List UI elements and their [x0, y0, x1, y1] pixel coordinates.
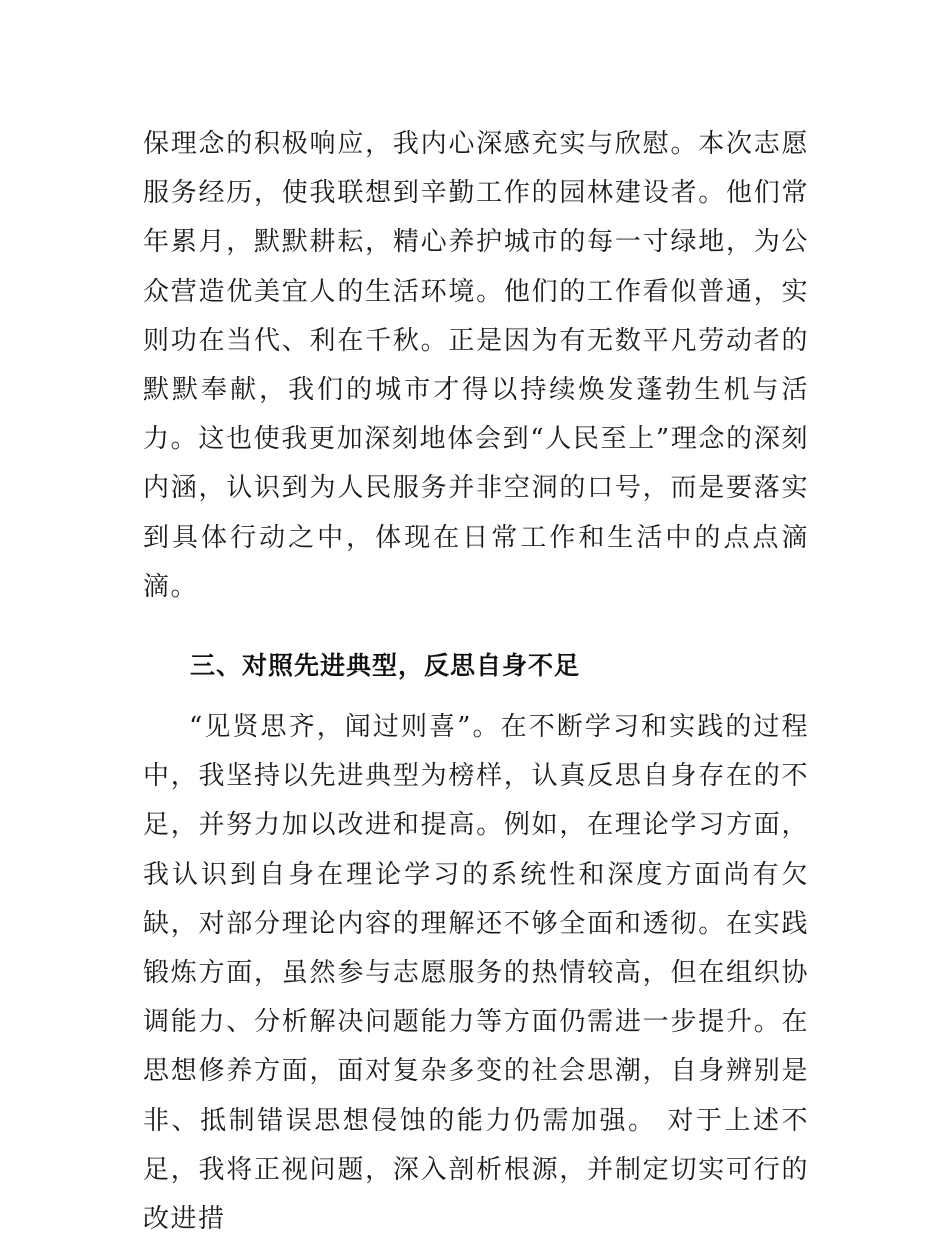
paragraph-reflection: “见贤思齐，闻过则喜”。在不断学习和实践的过程中，我坚持以先进典型为榜样，认真反思自身存在的不足，并努力加以改进和提高。例如，在理论学习方面，我认识到自身在理论学习的系统性和深度方面尚有欠缺，对部分理论内容的理解还不够全面和透彻。在实践锻炼方面，虽然参与志愿服务的热情较高，但在组织协调能力、分析解决问题能力等方面仍需进一步提升。在思想修养方面，面对复杂多变的社会思潮，自身辨别是非、抵制错误思想侵蚀的能力仍需加强。 对于上述不足，我将正视问题，深入剖析根源，并制定切实可行的改进措 [143, 712, 809, 1235]
paragraph-continued: 保理念的积极响应，我内心深感充实与欣慰。本次志愿服务经历，使我联想到辛勤工作的园林建设者。他们常年累月，默默耕耘，精心养护城市的每一寸绿地，为公众营造优美宜人的生活环境。他们的工作看似普通，实则功在当代、利在千秋。正是因为有无数平凡劳动者的默默奉献，我们的城市才得以持续焕发蓬勃生机与活力。这也使我更加深刻地体会到“人民至上”理念的深刻内涵，认识到为人民服务并非空洞的口号，而是要落实到具体行动之中，体现在日常工作和生活中的点点滴滴。 [143, 129, 809, 602]
document-body [143, 120, 809, 1244]
section-heading: 三、对照先进典型，反思自身不足 [190, 651, 581, 681]
